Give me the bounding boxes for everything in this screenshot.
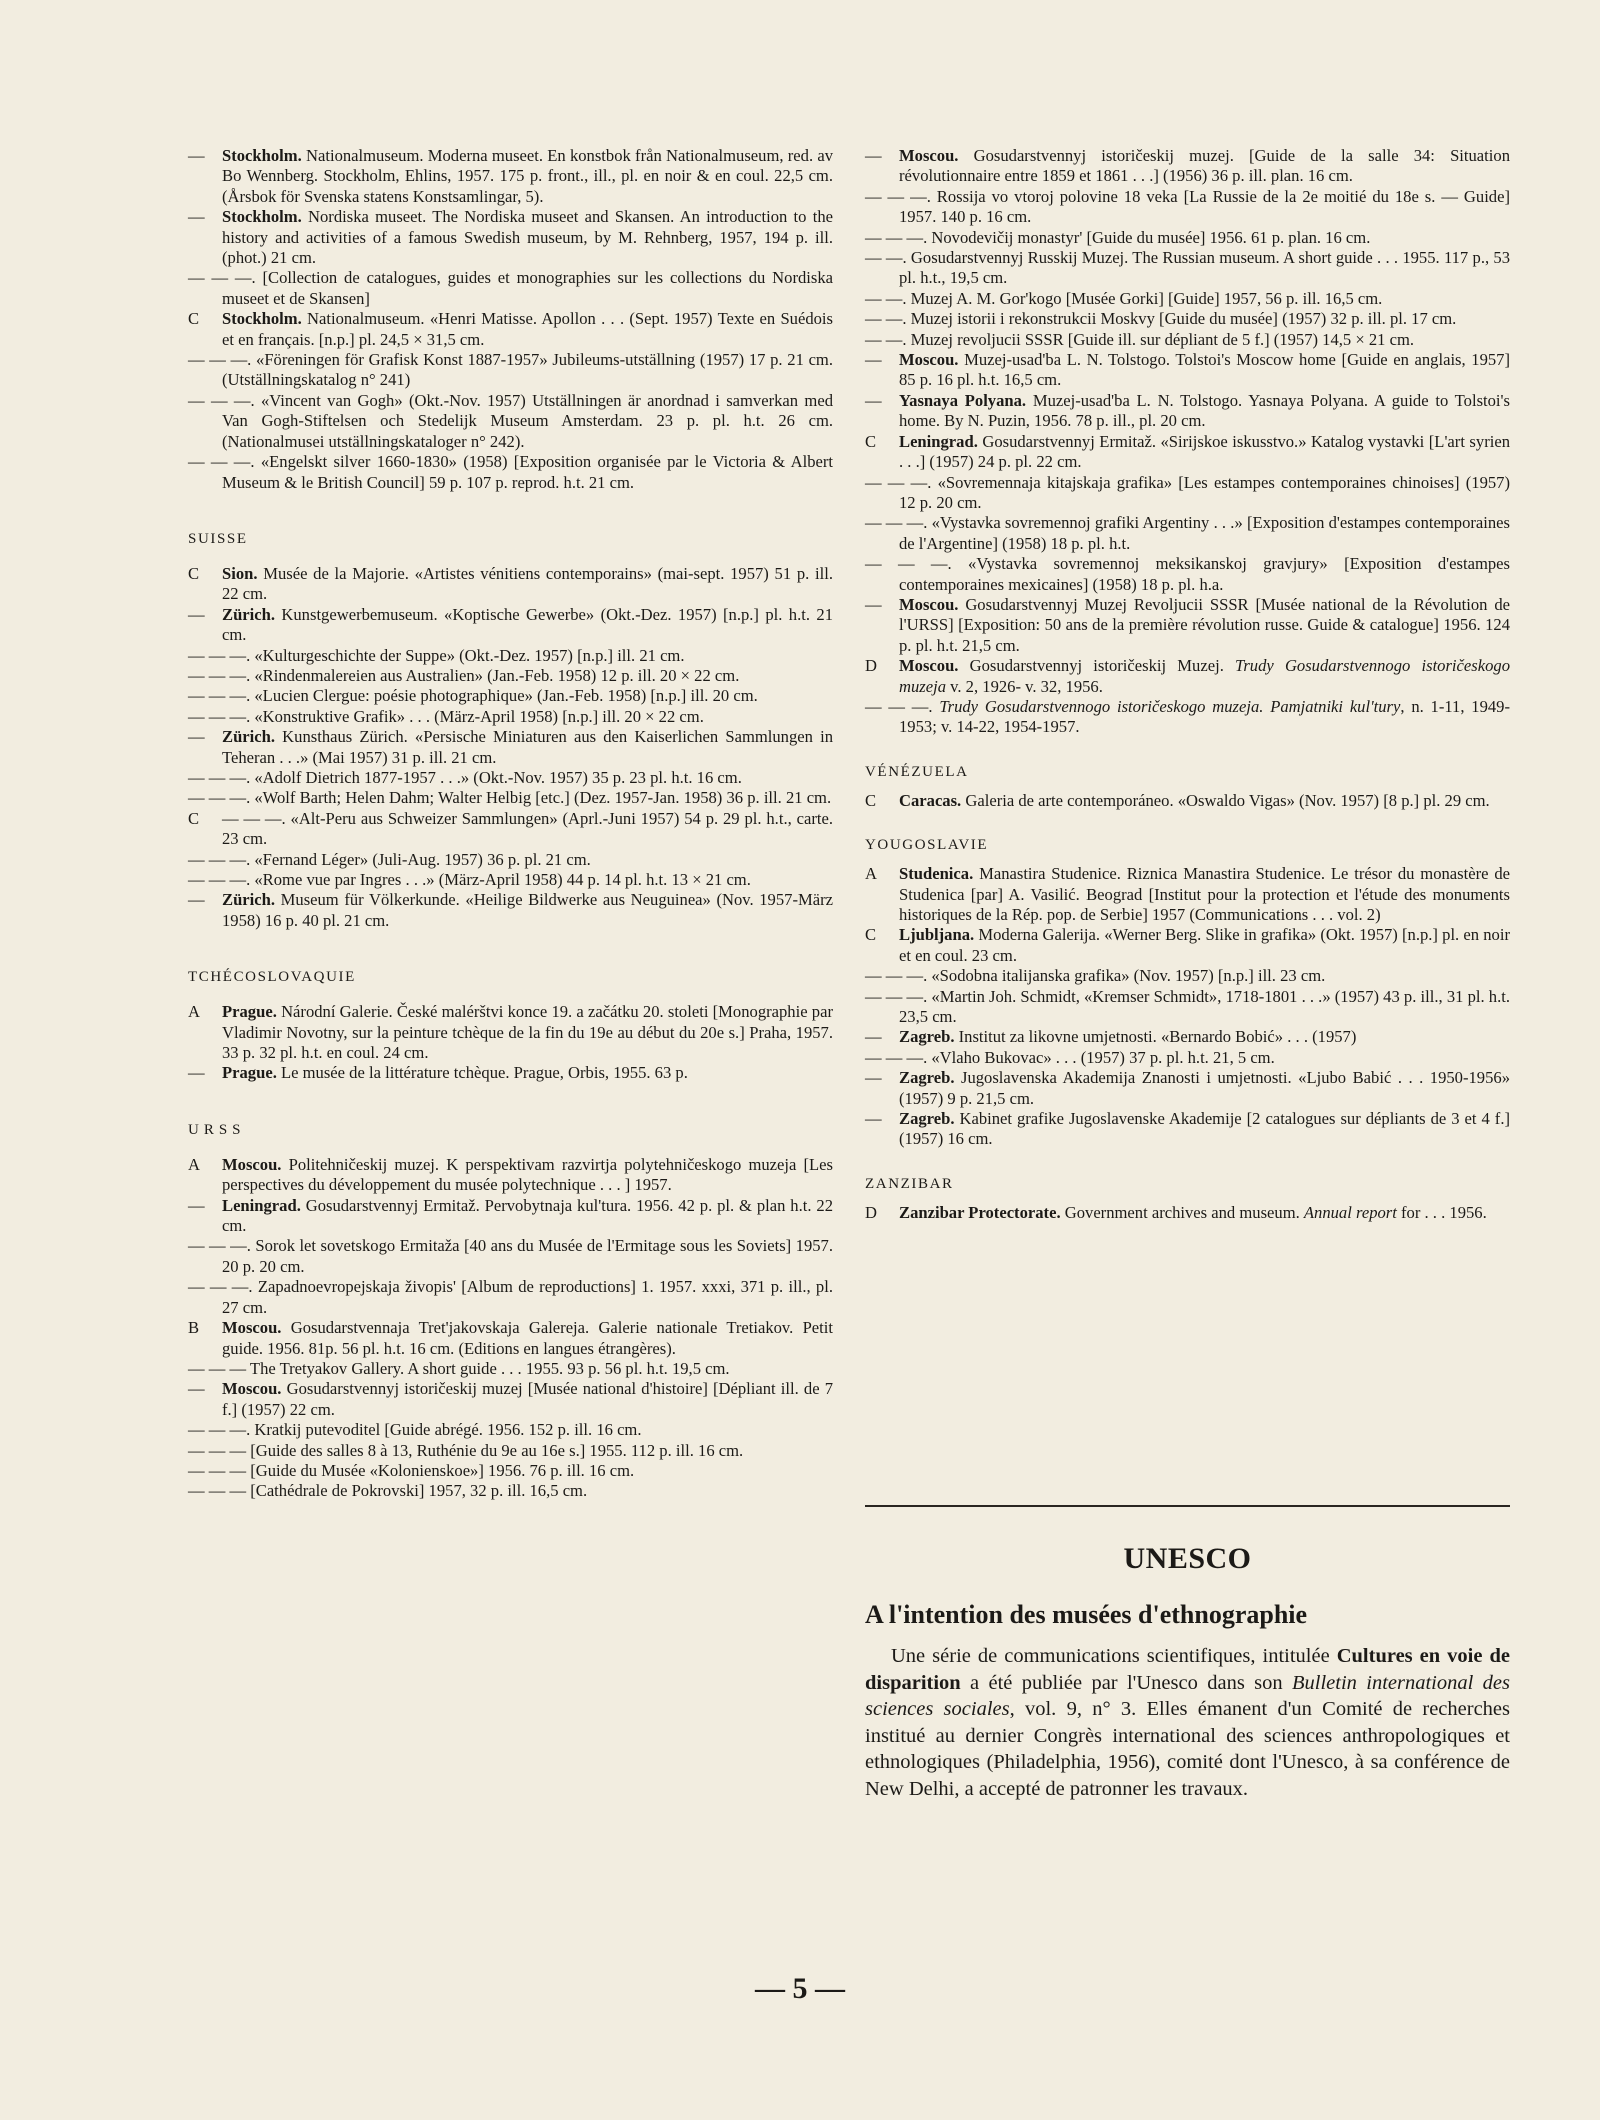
bibliography-entry [188,646,833,666]
bibliography-entry [865,146,1510,187]
bibliography-entry [188,1318,833,1359]
entry-text: [Guide des salles 8 à 13, Ruthénie du 9e au 16e s.] 1955. 112 p. ill. 16 cm. [246,1440,744,1460]
entry-marker: C [865,790,877,810]
entry-place: Stockholm. [222,207,302,227]
entry-text: Kunstgewerbemuseum. «Koptische Gewerbe» (Okt.-Dez. 1957) [n.p.] pl. h.t. 21 cm. [222,604,833,645]
entry-place: Yasnaya Polyana. [899,390,1027,410]
bibliography-entry [865,473,1510,514]
bibliography-entry [865,925,1510,966]
entry-text: Gosudarstvennyj istoričeskij Muzej. [958,656,1236,676]
entries-tchecoslovaquie [188,1002,833,1084]
entry-marker: C [188,563,200,583]
entry-marker: — — —. [188,452,255,472]
entry-text: Musée de la Majorie. «Artistes vénitiens contemporains» (mai-sept. 1957) 51 p. ill. 22 cm. [222,563,833,604]
section-title-yougoslavie: YOUGOSLAVIE [865,837,989,854]
section-title-venezuela: VÉNÉZUELA [865,763,969,780]
entry-text: Gosudarstvennyj Muzej Revoljucii SSSR [Musée national de la Révolution de l'URSS] [Exposition: 50 ans de la première révolution russe. Guide & catalogue] 1956. 124 p. pl. h.t. 21,5 cm. [899,594,1510,655]
entry-place: Caracas. [899,790,962,810]
entries-yougoslavie [865,864,1510,1150]
bibliography-entry [188,605,833,646]
entry-text: Politehničeskij muzej. K perspektivam razvirtja polytehničeskogo muzeja [Les perspectives du développement du musée polytechnique . . . ] 1957. [222,1154,833,1195]
entry-marker: — — —. [188,849,251,869]
entry-marker: — — —. [188,665,251,685]
bibliography-entry [188,870,833,890]
bibliography-entry [865,391,1510,432]
entry-text: Museum für Völkerkunde. «Heilige Bildwerke aus Neuguinea» (Nov. 1957-März 1958) 16 p. 40 pl. 21 cm. [222,890,833,930]
entry-place: Sion. [222,563,258,583]
entry-marker: A [188,1002,200,1022]
entry-place: Moscou. [899,350,959,370]
bibliography-entry [865,513,1510,554]
bibliography-entry [188,788,833,808]
entry-marker: A [188,1154,200,1174]
section-title-zanzibar: ZANZIBAR [865,1175,954,1192]
entry-text: Gosudarstvennyj Ermitaž. Pervobytnaja kul'tura. 1956. 42 p. pl. & plan h.t. 22 cm. [222,1195,833,1236]
bibliography-entry [188,391,833,452]
bibliography-entry [865,554,1510,595]
entry-text: «Vlaho Bukovac» . . . (1957) 37 p. pl. h.t. 21, 5 cm. [927,1047,1275,1067]
entry-place: Moscou. [899,594,959,614]
entry-marker: — — —. [188,1277,253,1297]
entry-marker: — [188,1195,205,1215]
entry-marker: — — —. [188,706,251,726]
bibliography-entry [188,564,833,605]
entry-text-tail: , n. 1-11, 1949-1953; v. 14-22, 1954-1957. [899,696,1510,737]
bibliography-entry [865,1027,1510,1047]
bibliography-entry [188,146,833,207]
entry-marker: — [865,1068,882,1088]
entry-marker: C [188,309,200,329]
entry-marker: D [865,656,877,676]
bibliography-entry [188,1461,833,1481]
bibliography-entry [865,289,1510,309]
entry-marker: — [188,1379,205,1399]
entry-marker: — — —. [188,1236,251,1256]
entry-text: Gosudarstvennyj Ermitaž. «Sirijskoe iskusstvo.» Katalog vystavki [L'art syrien . . .] (1957) 24 p. pl. 22 cm. [899,431,1510,472]
entry-text: [Cathédrale de Pokrovski] 1957, 32 p. ill. 16,5 cm. [246,1481,588,1501]
bibliography-entry [865,1109,1510,1150]
entry-marker: — — —. [865,1047,928,1067]
bibliography-entry [865,1203,1510,1223]
entry-text: Muzej istorii i rekonstrukcii Moskvy [Guide du musée] (1957) 32 p. ill. pl. 17 cm. [906,309,1457,329]
entry-marker: — — —. [865,227,928,247]
entry-text: «Lucien Clergue: poésie photographique» (Jan.-Feb. 1958) [n.p.] ill. 20 cm. [250,686,758,706]
entry-place: Prague. [222,1063,277,1083]
bibliography-entry [865,656,1510,697]
entry-text: Le musée de la littérature tchèque. Prague, Orbis, 1955. 63 p. [276,1063,688,1083]
entry-marker: — — —. [865,186,931,206]
entry-text: Gosudarstvennyj istoričeskij muzej [Musée national d'histoire] [Dépliant ill. de 7 f.] (1957) 22 cm. [222,1379,833,1419]
entry-text: Národní Galerie. České malérštvi konce 19. a začátku 20. stoleti [Monographie par Vladimir Novotny, sur la peinture tchèque de la fin du 19e au début du 20e s.] Praha, 1957. 33 p. 32 pl. h.t. en coul. 24 cm. [222,1002,833,1063]
entry-text: Nordiska museet. The Nordiska museet and Skansen. An introduction to the history and activities of a famous Swedish museum, by M. Rehnberg, 1957, 194 p. ill. (phot.) 21 cm. [222,207,833,268]
entry-marker: — — —. [865,986,928,1006]
entry-text: Moderna Galerija. «Werner Berg. Slike in grafika» (Okt. 1957) [n.p.] pl. en noir et en coul. 23 cm. [899,925,1510,965]
bibliography-entry [188,1420,833,1440]
bibliography-entry [188,727,833,768]
bibliography-entry [865,187,1510,228]
entry-marker: — — —. [188,1420,251,1440]
entry-marker: — — —. [865,554,952,574]
unesco-subheading: A l'intention des musées d'ethnographie [865,1600,1308,1629]
bibliography-entry [865,595,1510,656]
entry-text: — — —. «Alt-Peru aus Schweizer Sammlungen» (Aprl.-Juni 1957) 54 p. 29 pl. h.t., carte. 23 cm. [222,808,833,849]
bibliography-entry [865,1068,1510,1109]
entry-marker: — [865,1109,882,1129]
section-title-urss: URSS [188,1121,246,1138]
bibliography-entry [188,1063,833,1083]
entry-text: Rossija vo vtoroj polovine 18 veka [La Russie de la 2e moitié du 18e s. — Guide] 1957. 140 p. 16 cm. [899,186,1510,227]
entry-title-italic: Trudy Gosudarstvennogo istoričeskogo muzeja [899,656,1510,696]
entry-place: Stockholm. [222,309,302,329]
entry-marker: — [865,594,882,614]
bibliography-entry [865,697,1510,738]
entry-marker: — — —. [188,788,251,808]
entry-marker: — [188,1063,205,1083]
unesco-text-bold: Cultures en voie de disparition [865,1645,1510,1694]
bibliography-entry [188,1155,833,1196]
entry-text: Nationalmuseum. «Henri Matisse. Apollon . . . (Sept. 1957) Texte en Suédois et en français. [n.p.] pl. 24,5 × 31,5 cm. [222,309,833,349]
entry-marker: — [865,146,882,165]
entry-marker: — — —. [865,513,928,533]
entry-text: Kratkij putevoditel [Guide abrégé. 1956. 152 p. ill. 16 cm. [250,1420,642,1440]
entry-marker: — — —. [188,268,256,288]
entry-text: Kunsthaus Zürich. «Persische Miniaturen aus den Kaiserlichen Sammlungen in Teheran . . .» (Mai 1957) 31 p. ill. 21 cm. [222,727,833,767]
entry-title-italic: Trudy Gosudarstvennogo istoričeskogo muzeja. Pamjatniki kul'tury [939,696,1401,716]
bibliography-entry [865,228,1510,248]
entry-text: Gosudarstvennaja Tret'jakovskaja Galereja. Galerie nationale Tretiakov. Petit guide. 1956. 81p. 56 pl. h.t. 16 cm. (Editions en langues étrangères). [222,1318,833,1358]
entry-text-tail: for . . . 1956. [1396,1202,1487,1222]
bibliography-entry [865,864,1510,925]
entry-text: Institut za likovne umjetnosti. «Bernardo Bobić» . . . (1957) [954,1027,1357,1047]
entry-marker: — [188,890,205,910]
entry-place: Prague. [222,1002,277,1022]
entry-text: «Martin Joh. Schmidt, «Kremser Schmidt», 1718-1801 . . .» (1957) 43 p. ill., 31 pl. h.t. 23,5 cm. [899,986,1510,1027]
entries-zanzibar [865,1203,1510,1223]
entry-place: Studenica. [899,864,974,884]
entry-place: Zürich. [222,890,276,910]
bibliography-entry [188,1236,833,1277]
bibliography-entry [188,1441,833,1461]
entry-marker: — —. [865,248,907,268]
entry-marker: — — —. [865,696,933,716]
entry-marker: C [865,431,877,451]
bibliography-entry [865,432,1510,473]
entry-text: Nationalmuseum. Moderna museet. En konstbok från Nationalmuseum, red. av Bo Wennberg. Stockholm, Ehlins, 1957. 175 p. front., ill., pl. en noir & en coul. 22,5 cm. (Årsbok för Svenska statens Konstsamlingar, 5). [222,146,833,206]
entry-text: «Fernand Léger» (Juli-Aug. 1957) 36 p. pl. 21 cm. [250,849,591,869]
bibliography-entry [188,890,833,931]
entries-suisse [188,564,833,931]
bibliography-entry [188,1002,833,1063]
unesco-paragraph [865,1643,1510,1802]
entry-text: «Vystavka sovremennoj meksikanskoj gravjury» [Exposition d'estampes contemporaines mexicaines] (1958) 18 p. pl. h.a. [899,554,1510,594]
entry-text: Zapadnoevropejskaja živopis' [Album de reproductions] 1. 1957. xxxi, 371 p. ill., pl. 27 cm. [222,1277,833,1317]
entry-marker: — — —. [188,870,251,889]
bibliography-entry [188,1379,833,1420]
entry-text: Kabinet grafike Jugoslavenske Akademije [2 catalogues sur dépliants de 3 et 4 f.] (1957) 16 cm. [899,1109,1510,1149]
entry-place: Moscou. [222,1318,282,1338]
entry-marker: D [865,1202,877,1222]
entry-marker: — — —. [188,686,251,706]
bibliography-entry [865,966,1510,986]
entry-place: Moscou. [899,656,959,676]
bibliography-entry [188,207,833,268]
bibliography-entry [188,666,833,686]
right-column [865,146,1510,1223]
section-divider [865,1505,1510,1507]
entry-marker: — — — [188,1440,247,1460]
entry-marker: — [865,350,882,370]
entry-marker: — —. [865,329,907,349]
entry-text: Sorok let sovetskogo Ermitaža [40 ans du Musée de l'Ermitage sous les Soviets] 1957. 20 p. 20 cm. [222,1236,834,1276]
section-title-tchecoslovaquie: TCHÉCOSLOVAQUIE [188,969,356,986]
entry-marker: — — —. [865,472,932,492]
entry-marker: — — —. [188,390,255,410]
entry-marker: — [865,390,882,410]
entry-marker: — [188,604,205,624]
entry-text: Gosudarstvennyj istoričeskij muzej. [Guide de la salle 34: Situation révolutionnaire entre 1859 et 1861 . . .] (1956) 36 p. ill. plan. 16 cm. [899,146,1510,186]
entries-urss [188,1155,833,1502]
entry-marker: A [865,864,877,884]
entry-place: Moscou. [899,146,959,165]
entry-text: Jugoslavenska Akademija Znanosti i umjetnosti. «Ljubo Babić . . . 1950-1956» (1957) 9 p. 21,5 cm. [899,1068,1510,1108]
bibliography-entry [188,350,833,391]
entry-place: Zürich. [222,604,276,624]
entry-text: «Wolf Barth; Helen Dahm; Walter Helbig [etc.] (Dez. 1957-Jan. 1958) 36 p. ill. 21 cm. [250,788,832,808]
entry-place: Leningrad. [222,1195,301,1215]
bibliography-entry [865,1048,1510,1068]
entry-text: Muzej A. M. Gor'kogo [Musée Gorki] [Guide] 1957, 56 p. ill. 16,5 cm. [906,288,1383,308]
left-column [188,146,833,1502]
entry-text: «Adolf Dietrich 1877-1957 . . .» (Okt.-Nov. 1957) 35 p. 23 pl. h.t. 16 cm. [250,767,742,787]
entries-moscou [865,146,1510,738]
page-number: — 5 — [755,1972,845,2005]
entry-marker: — [865,1027,882,1047]
entry-text: Muzej-usad'ba L. N. Tolstogo. Tolstoi's Moscow home [Guide en anglais, 1957] 85 p. 16 pl. h.t. 16,5 cm. [899,350,1510,390]
entry-text: «Föreningen för Grafisk Konst 1887-1957» Jubileums-utställning (1957) 17 p. 21 cm. (Utställningskatalog n° 241) [222,350,833,390]
entry-marker: C [865,925,877,945]
entry-text: The Tretyakov Gallery. A short guide . . . 1955. 93 p. 56 pl. h.t. 19,5 cm. [246,1358,730,1378]
bibliography-entry [188,1359,833,1379]
entry-text: Muzej revoljucii SSSR [Guide ill. sur dépliant de 5 f.] (1957) 14,5 × 21 cm. [906,329,1415,349]
entry-text: «Engelskt silver 1660-1830» (1958) [Exposition organisée par le Victoria & Albert Museum & le British Council] 59 p. 107 p. reprod. h.t. 21 cm. [222,452,833,492]
entry-marker: — — —. [188,767,251,787]
bibliography-entry [188,686,833,706]
section-title-suisse: SUISSE [188,530,248,547]
unesco-text-italic: Bulletin international des sciences sociales [865,1671,1510,1720]
unesco-text-3: , vol. 9, n° 3. Elles émanent d'un Comité de recherches institué au dernier Congrès international des sciences anthropologiques et ethnologiques (Philadelphia, 1956), comité dont l'Unesco, à sa conférence de New Delhi, a accepté de patronner les travaux. [865,1698,1511,1800]
bibliography-entry [865,350,1510,391]
bibliography-entry [865,987,1510,1028]
entry-place: Zagreb. [899,1027,955,1047]
entry-text: «Kulturgeschichte der Suppe» (Okt.-Dez. 1957) [n.p.] ill. 21 cm. [250,645,685,665]
entry-marker: — — — [188,1460,247,1480]
entry-text: [Guide du Musée «Kolonienskoe»] 1956. 76 p. ill. 16 cm. [246,1460,635,1480]
entry-title-italic: Annual report [1303,1202,1397,1222]
entry-text: Gosudarstvennyj Russkij Muzej. The Russian museum. A short guide . . . 1955. 117 p., 53 pl. h.t., 19,5 cm. [899,248,1511,288]
entry-text: «Rome vue par Ingres . . .» (März-April 1958) 44 p. 14 pl. h.t. 13 × 21 cm. [250,870,751,889]
entry-place: Zagreb. [899,1068,955,1088]
entry-marker: — — — [188,1481,247,1501]
entry-place: Leningrad. [899,431,978,451]
entry-text: Muzej-usad'ba L. N. Tolstogo. Yasnaya Polyana. A guide to Tolstoi's home. By N. Puzin, 1956. 78 p. ill., pl. 20 cm. [899,390,1510,431]
bibliography-entry [865,248,1510,289]
entry-text: Galeria de arte contemporáneo. «Oswaldo Vigas» (Nov. 1957) [8 p.] pl. 29 cm. [961,790,1490,810]
bibliography-entry [188,452,833,493]
bibliography-entry [188,1481,833,1501]
entry-place: Moscou. [222,1379,282,1399]
entry-text: «Vystavka sovremennoj grafiki Argentiny . . .» [Exposition d'estampes contemporaines de l'Argentine] (1958) 18 p. pl. h.t. [899,513,1510,553]
entries-venezuela [865,791,1510,811]
entry-marker: B [188,1318,200,1338]
bibliography-entry [865,791,1510,811]
entry-place: Zagreb. [899,1109,955,1129]
entry-place: Zanzibar Protectorate. [899,1202,1061,1222]
entry-marker: — — —. [188,350,252,370]
entry-text: «Rindenmalereien aus Australien» (Jan.-Feb. 1958) 12 p. ill. 20 × 22 cm. [250,665,740,685]
entries-stockholm [188,146,833,493]
entry-marker: — [188,207,205,227]
entry-text: «Konstruktive Grafik» . . . (März-April 1958) [n.p.] ill. 20 × 22 cm. [250,706,704,726]
entry-text: Government archives and museum. [1060,1202,1304,1222]
entry-text: «Sodobna italijanska grafika» (Nov. 1957) [n.p.] ill. 23 cm. [927,966,1326,986]
bibliography-entry [188,1277,833,1318]
bibliography-entry [188,309,833,350]
entry-marker: — [188,727,205,747]
entry-text-tail: v. 2, 1926- v. 32, 1956. [946,676,1103,696]
bibliography-entry [188,268,833,309]
bibliography-entry [188,707,833,727]
bibliography-entry [188,809,833,850]
unesco-text-1: Une série de communications scientifiques, intitulée [891,1645,1337,1667]
entry-place: Zürich. [222,727,276,747]
bibliography-entry [188,850,833,870]
bibliography-entry [188,768,833,788]
bibliography-entry [865,330,1510,350]
entry-marker: C [188,808,200,828]
entry-marker: — — —. [865,966,928,986]
unesco-heading: UNESCO [1123,1542,1252,1575]
entry-text: Novodevičij monastyr' [Guide du musée] 1956. 61 p. plan. 16 cm. [927,227,1371,247]
entry-text: «Sovremennaja kitajskaja grafika» [Les estampes contemporaines chinoises] (1957) 12 p. 20 cm. [899,472,1510,512]
entry-marker: — —. [865,309,907,329]
entry-text: [Collection de catalogues, guides et monographies sur les collections du Nordiska museet et de Skansen] [222,268,834,308]
entry-place: Ljubljana. [899,925,975,945]
entry-place: Moscou. [222,1154,282,1174]
entry-text: «Vincent van Gogh» (Okt.-Nov. 1957) Utställningen är anordnad i samverkan med Van Gogh-Stiftelsen och Stedelijk Museum Amsterdam. 23 p. pl. h.t. 26 cm. (Nationalmusei utställningskataloger n° 242). [222,390,834,451]
unesco-text-2: a été publiée par l'Unesco dans son [960,1671,1292,1694]
entry-marker: — [188,146,205,165]
entry-text: Manastira Studenice. Riznica Manastira Studenice. Le trésor du monastère de Studenica [par] A. Vasilić. Beograd [Institut pour la protection et l'étude des monuments historiques de la Rép. pop. de Serbie] 1957 (Communications . . . vol. 2) [899,864,1510,924]
bibliography-entry [865,309,1510,329]
entry-marker: — — — [188,1358,247,1378]
bibliography-entry [188,1196,833,1237]
entry-marker: — — —. [188,645,251,665]
entry-place: Stockholm. [222,146,302,165]
entry-marker: — —. [865,288,907,308]
